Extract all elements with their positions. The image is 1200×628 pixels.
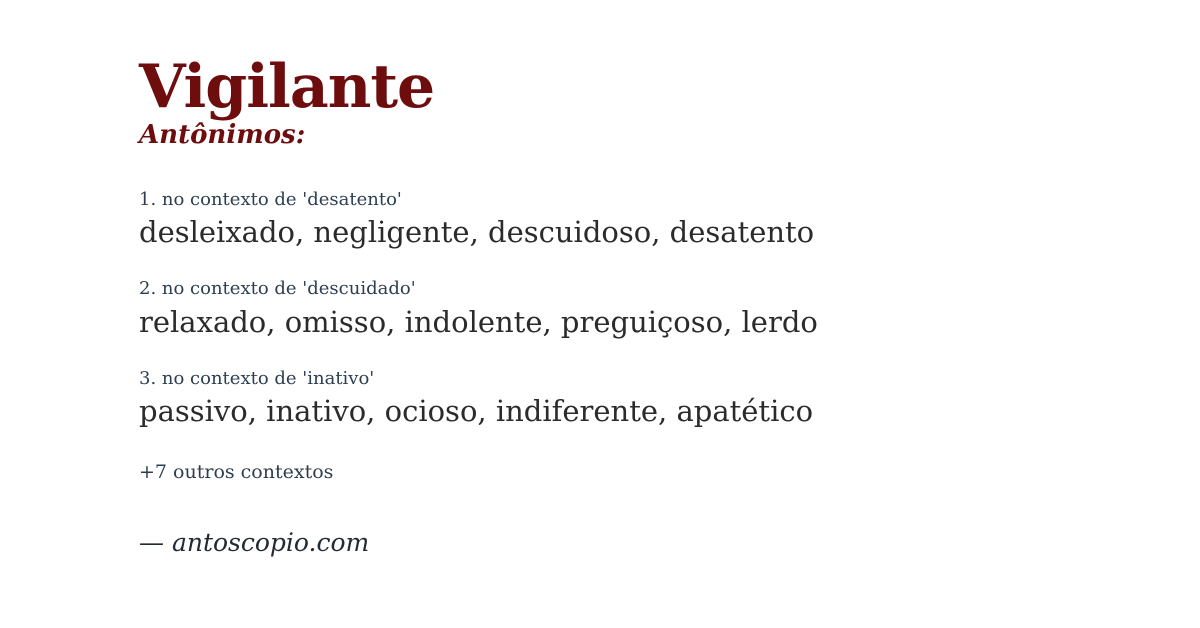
antonym-list: passivo, inativo, ocioso, indiferente, apatético — [139, 394, 814, 429]
page-title: Vigilante — [139, 52, 435, 122]
antonym-entry — [139, 369, 1140, 429]
antonyms-section-heading: Antônimos: — [139, 120, 306, 150]
more-contexts-label: +7 outros contextos — [139, 461, 334, 484]
context-label: 1. no contexto de 'desatento' — [139, 188, 402, 210]
antonym-entries-list — [139, 190, 1140, 429]
context-label: 2. no contexto de 'descuidado' — [139, 278, 416, 300]
antonym-list: relaxado, omisso, indolente, preguiçoso, lerdo — [139, 304, 818, 339]
attribution: — antoscopio.com — [139, 528, 370, 558]
context-label: 3. no contexto de 'inativo' — [139, 367, 375, 389]
antonym-list: desleixado, negligente, descuidoso, desatento — [139, 215, 815, 250]
antonym-entry — [139, 190, 1140, 250]
antonym-entry — [139, 279, 1140, 339]
